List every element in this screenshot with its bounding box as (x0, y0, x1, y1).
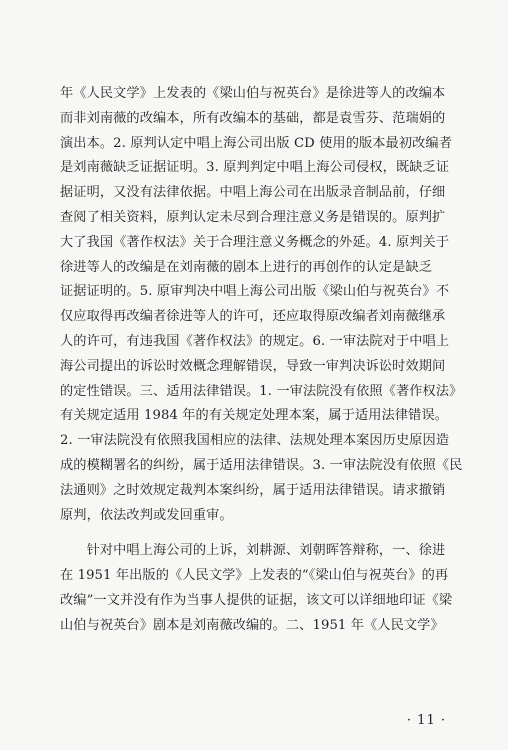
text-line: 仅应取得再改编者徐进等人的许可，还应取得原改编者刘南薇继承 (60, 309, 446, 325)
page-number: · 11 · (406, 713, 446, 728)
text-line: 成的模糊署名的纠纷，属于适用法律错误。3. 一审法院没有依照《民 (60, 457, 463, 473)
text-line: 证据证明的。5. 原审判决中唱上海公司出版《梁山伯与祝英台》不 (60, 284, 450, 300)
text-line: 2. 一审法院没有依照我国相应的法律、法规处理本案因历史原因造 (60, 433, 450, 449)
text-line: 有关规定适用 1984 年的有关规定处理本案，属于适用法律错误。 (60, 408, 449, 424)
text-line: 人的许可，有违我国《著作权法》的规定。6. 一审法院对于中唱上 (60, 333, 450, 349)
text-line: 演出本。2. 原判认定中唱上海公司出版 CD 使用的版本最初改编者 (60, 135, 452, 151)
body-text (60, 82, 470, 639)
text-line: 针对中唱上海公司的上诉，刘耕源、刘朝晖答辩称，一、徐进 (60, 543, 446, 559)
text-line: 法通则》之时效规定裁判本案纠纷，属于适用法律错误。请求撤销 (60, 482, 446, 498)
text-line: 山伯与祝英台》剧本是刘南薇改编的。二、1951 年《人民文学》 (60, 617, 444, 633)
text-line: 年《人民文学》上发表的《梁山伯与祝英台》是徐进等人的改编本 (60, 86, 446, 101)
text-line: 海公司提出的诉讼时效概念理解错误，导致一审判决诉讼时效期间 (60, 358, 446, 374)
paragraph-defense-reply (60, 539, 470, 638)
text-line: 据证明，又没有法律依据。中唱上海公司在出版录音制品前，仔细 (60, 185, 446, 201)
text-line: 查阅了相关资料，原判认定未尽到合理注意义务是错误的。原判扩 (60, 209, 446, 225)
text-line: 的定性错误。三、适用法律错误。1. 一审法院没有依照《著作权法》 (60, 383, 463, 399)
text-line: 徐进等人的改编是在刘南薇的剧本上进行的再创作的认定是缺乏 (60, 259, 433, 275)
text-line: 改编”一文并没有作为当事人提供的证据，该文可以详细地印证《梁 (60, 592, 453, 608)
text-line: 原判，依法改判或发回重审。 (60, 507, 233, 523)
text-line: 在 1951 年出版的《人民文学》上发表的“《梁山伯与祝英台》的再 (60, 568, 449, 584)
text-line: 是刘南薇缺乏证据证明。3. 原判判定中唱上海公司侵权，既缺乏证 (60, 160, 450, 176)
paragraph-appeal-grounds (60, 82, 470, 528)
text-line: 而非刘南薇的改编本，所有改编本的基础，都是袁雪芬、范瑞娟的 (60, 110, 446, 126)
paragraph-gap (60, 528, 470, 539)
text-line: 大了我国《著作权法》关于合理注意义务概念的外延。4. 原判关于 (60, 234, 450, 250)
